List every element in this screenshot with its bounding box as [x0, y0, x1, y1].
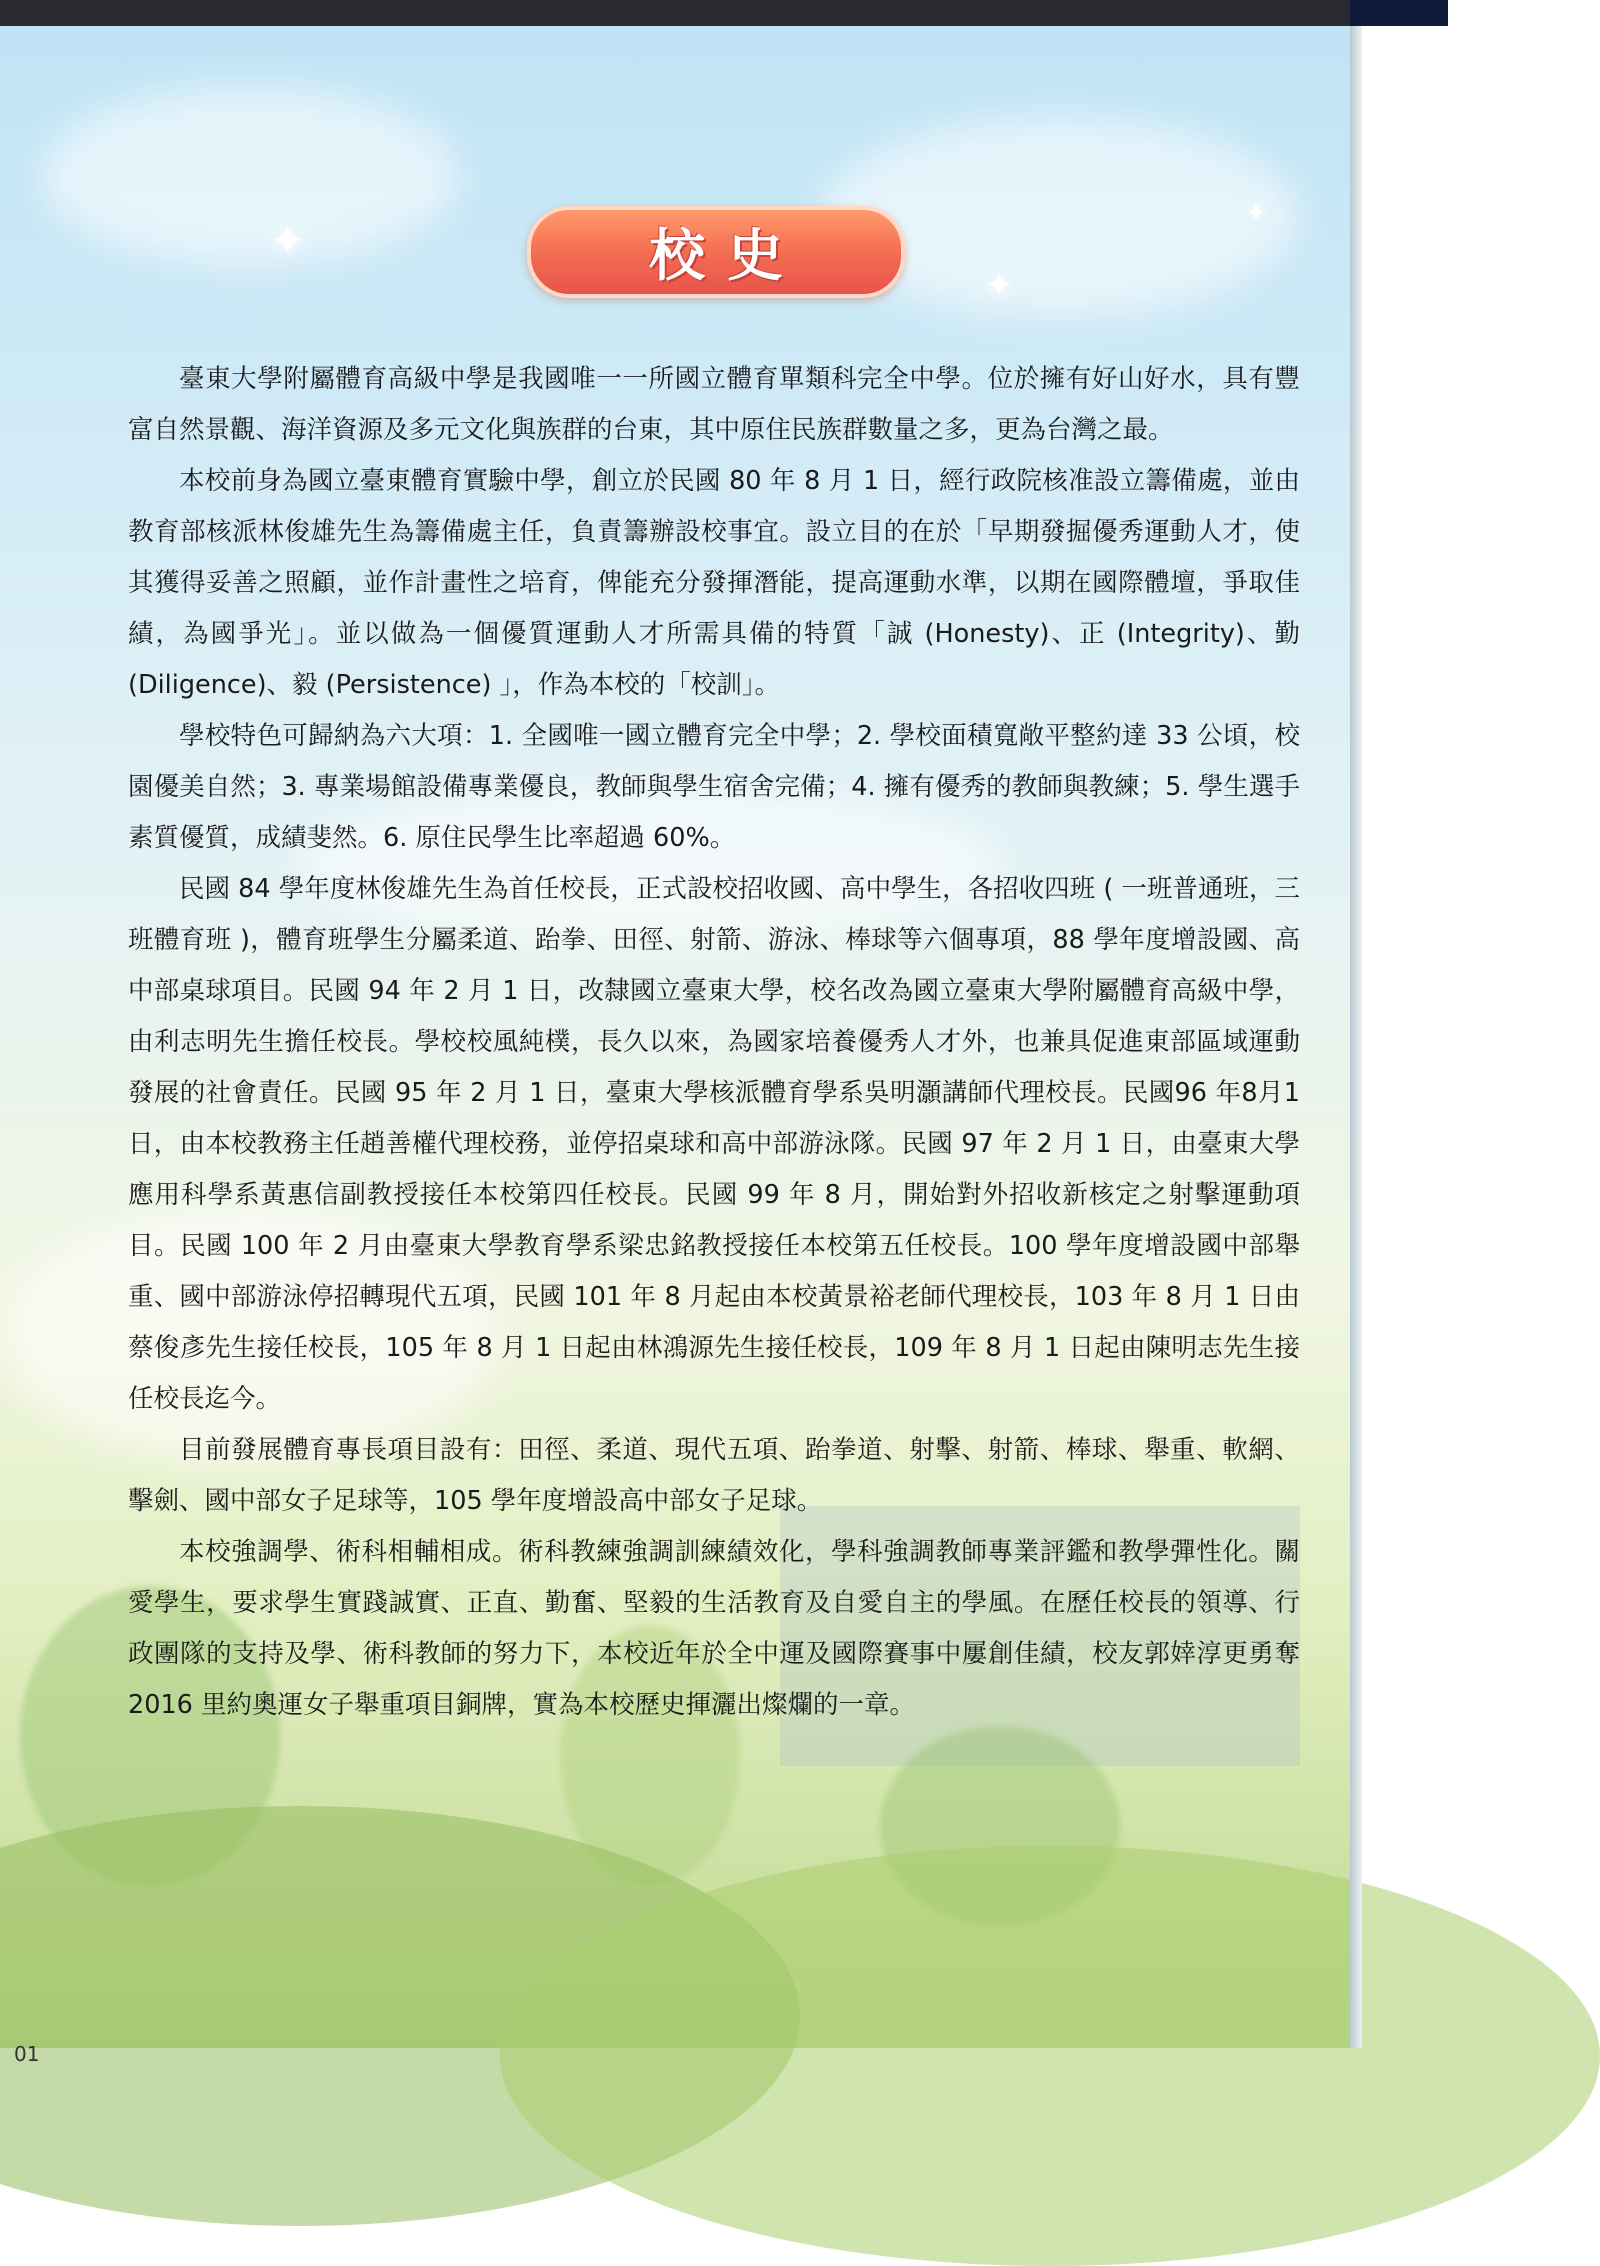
sparkle-icon: ✦	[270, 216, 306, 265]
sparkle-icon: ✦	[985, 266, 1014, 306]
paragraph-founding: 本校前身為國立臺東體育實驗中學，創立於民國 80 年 8 月 1 日，經行政院核准設立籌備處，並由教育部核派林俊雄先生為籌備處主任，負責籌辦設校事宜。設立目的在於「早期發掘優秀運動人才，使其獲得妥善之照顧，並作計畫性之培育，俾能充分發揮潛能，提高運動水準，以期在國際體壇，爭取佳績，為國爭光」。並以做為一個優質運動人才所需具備的特質「誠 (Honesty)、正 (Integrity)、勤 (Diligence)、毅 (Persistence) 」，作為本校的「校訓」。	[128, 466, 1300, 700]
document-page	[0, 26, 1350, 2066]
history-text	[128, 354, 1300, 1731]
paragraph-achievements: 本校強調學、術科相輔相成。術科教練強調訓練績效化，學科強調教師專業評鑑和教學彈性化。關愛學生，要求學生實踐誠實、正直、勤奮、堅毅的生活教育及自愛自主的學風。在歷任校長的領導、行政團隊的支持及學、術科教師的努力下，本校近年於全中運及國際賽事中屢創佳績，校友郭婞淳更勇奪 2016 里約奧運女子舉重項目銅牌，實為本校歷史揮灑出燦爛的一章。	[128, 1537, 1300, 1720]
page-number: 01	[14, 2042, 40, 2066]
sparkle-icon: ✦	[1245, 198, 1267, 228]
scan-top-band	[0, 0, 1448, 26]
scan-page-edge	[1350, 26, 1362, 2048]
page-title-badge	[527, 206, 905, 298]
paragraph-principals: 民國 84 學年度林俊雄先生為首任校長，正式設校招收國、高中學生，各招收四班 ( 一班普通班，三班體育班 )，體育班學生分屬柔道、跆拳、田徑、射箭、游泳、棒球等六個專項，88 學年度增設國、高中部桌球項目。民國 94 年 2 月 1 日，改隸國立臺東大學，校名改為國立臺東大學附屬體育高級中學，由利志明先生擔任校長。學校校風純樸，長久以來，為國家培養優秀人才外，也兼具促進東部區域運動發展的社會責任。民國 95 年 2 月 1 日，臺東大學核派體育學系吳明灝講師代理校長。民國96 年8月1 日，由本校教務主任趙善權代理校務，並停招桌球和高中部游泳隊。民國 97 年 2 月 1 日，由臺東大學應用科學系黃惠信副教授接任本校第四任校長。民國 99 年 8 月，開始對外招收新核定之射擊運動項目。民國 100 年 2 月由臺東大學教育學系梁忠銘教授接任本校第五任校長。100 學年度增設國中部舉重、國中部游泳停招轉現代五項，民國 101 年 8 月起由本校黃景裕老師代理校長，103 年 8 月 1 日由蔡俊彥先生接任校長，105 年 8 月 1 日起由林鴻源先生接任校長，109 年 8 月 1 日起由陳明志先生接任校長迄今。	[128, 874, 1300, 1414]
hill-illustration	[500, 1846, 1600, 2266]
page-title: 校史	[649, 224, 805, 289]
paragraph-intro: 臺東大學附屬體育高級中學是我國唯一一所國立體育單類科完全中學。位於擁有好山好水，具有豐富自然景觀、海洋資源及多元文化與族群的台東，其中原住民族群數量之多，更為台灣之最。	[128, 364, 1300, 445]
scan-top-band-right	[1350, 0, 1448, 26]
paragraph-features: 學校特色可歸納為六大項：1. 全國唯一國立體育完全中學；2. 學校面積寬敞平整約達 33 公頃，校園優美自然；3. 專業場館設備專業優良，教師與學生宿舍完備；4. 擁有優秀的教師與教練；5. 學生選手素質優質，成績斐然。6. 原住民學生比率超過 60%。	[128, 721, 1300, 853]
cloud	[40, 86, 460, 266]
paragraph-sports: 目前發展體育專長項目設有：田徑、柔道、現代五項、跆拳道、射擊、射箭、棒球、舉重、軟網、擊劍、國中部女子足球等，105 學年度增設高中部女子足球。	[128, 1435, 1300, 1516]
